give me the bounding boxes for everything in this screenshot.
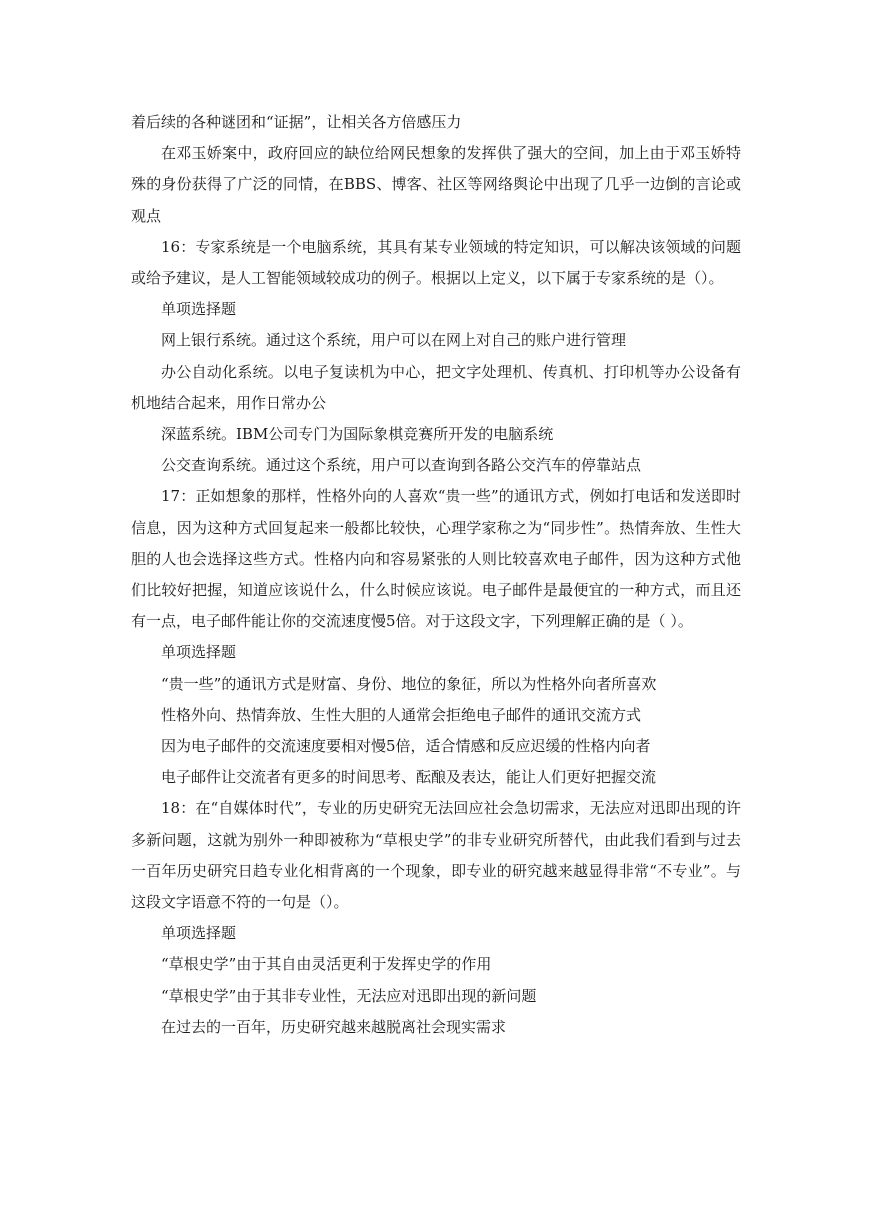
question-17: 17：正如想象的那样，性格外向的人喜欢“贵一些”的通讯方式，例如打电话和发送即时信息，因为这种方式回复起来一般都比较快，心理学家称之为“同步性”。热情奔放、生性大胆的人也会选择这些方式。性格内向和容易紧张的人则比较喜欢电子邮件，因为这种方式他们比较好把握，知道应该说什么，什么时候应该说。电子邮件是最便宜的一种方式，而且还有一点，电子邮件能让你的交流速度慢5倍。对于这段文字，下列理解正确的是（ ）。	[131, 487, 741, 631]
answer-option: “草根史学”由于其自由灵活更利于发挥史学的作用	[161, 955, 492, 974]
document-body	[131, 107, 741, 1043]
answer-option: 因为电子邮件的交流速度要相对慢5倍，适合情感和反应迟缓的性格内向者	[161, 737, 651, 756]
answer-option: “草根史学”由于其非专业性，无法应对迅即出现的新问题	[161, 986, 537, 1005]
answer-option: 性格外向、热情奔放、生性大胆的人通常会拒绝电子邮件的通讯交流方式	[161, 705, 642, 724]
paragraph: 在邓玉娇案中，政府回应的缺位给网民想象的发挥供了强大的空间，加上由于邓玉娇特殊的身份获得了广泛的同情，在BBS、博客、社区等网络舆论中出现了几乎一边倒的言论或观点	[131, 144, 741, 225]
paragraph: 着后续的各种谜团和“证据”，让相关各方倍感压力	[131, 113, 462, 131]
question-18: 18：在“自媒体时代”，专业的历史研究无法回应社会急切需求，无法应对迅即出现的许多新问题，这就为别外一种即被称为“草根史学”的非专业研究所替代，由此我们看到与过去一百年历史研究日趋专业化相背离的一个现象，即专业的研究越来越显得非常“不专业”。与这段文字语意不符的一句是（）。	[131, 799, 741, 912]
question-type-label: 单项选择题	[161, 300, 237, 319]
question-type-label: 单项选择题	[161, 924, 237, 943]
answer-option: 办公自动化系统。以电子复读机为中心，把文字处理机、传真机、打印机等办公设备有机地结合起来，用作日常办公	[131, 362, 741, 412]
answer-option: 网上银行系统。通过这个系统，用户可以在网上对自己的账户进行管理	[161, 331, 627, 350]
question-type-label: 单项选择题	[161, 643, 237, 662]
answer-option: 公交查询系统。通过这个系统，用户可以查询到各路公交汽车的停靠站点	[161, 456, 642, 475]
question-16: 16：专家系统是一个电脑系统，其具有某专业领域的特定知识，可以解决该领域的问题或给予建议，是人工智能领域较成功的例子。根据以上定义，以下属于专家系统的是（）。	[131, 237, 741, 288]
answer-option: 在过去的一百年，历史研究越来越脱离社会现实需求	[161, 1017, 507, 1036]
answer-option: 深蓝系统。IBM公司专门为国际象棋竞赛所开发的电脑系统	[161, 425, 554, 444]
answer-option: 电子邮件让交流者有更多的时间思考、酝酿及表达，能让人们更好把握交流	[161, 768, 657, 787]
answer-option: “贵一些”的通讯方式是财富、身份、地位的象征，所以为性格外向者所喜欢	[161, 674, 657, 693]
